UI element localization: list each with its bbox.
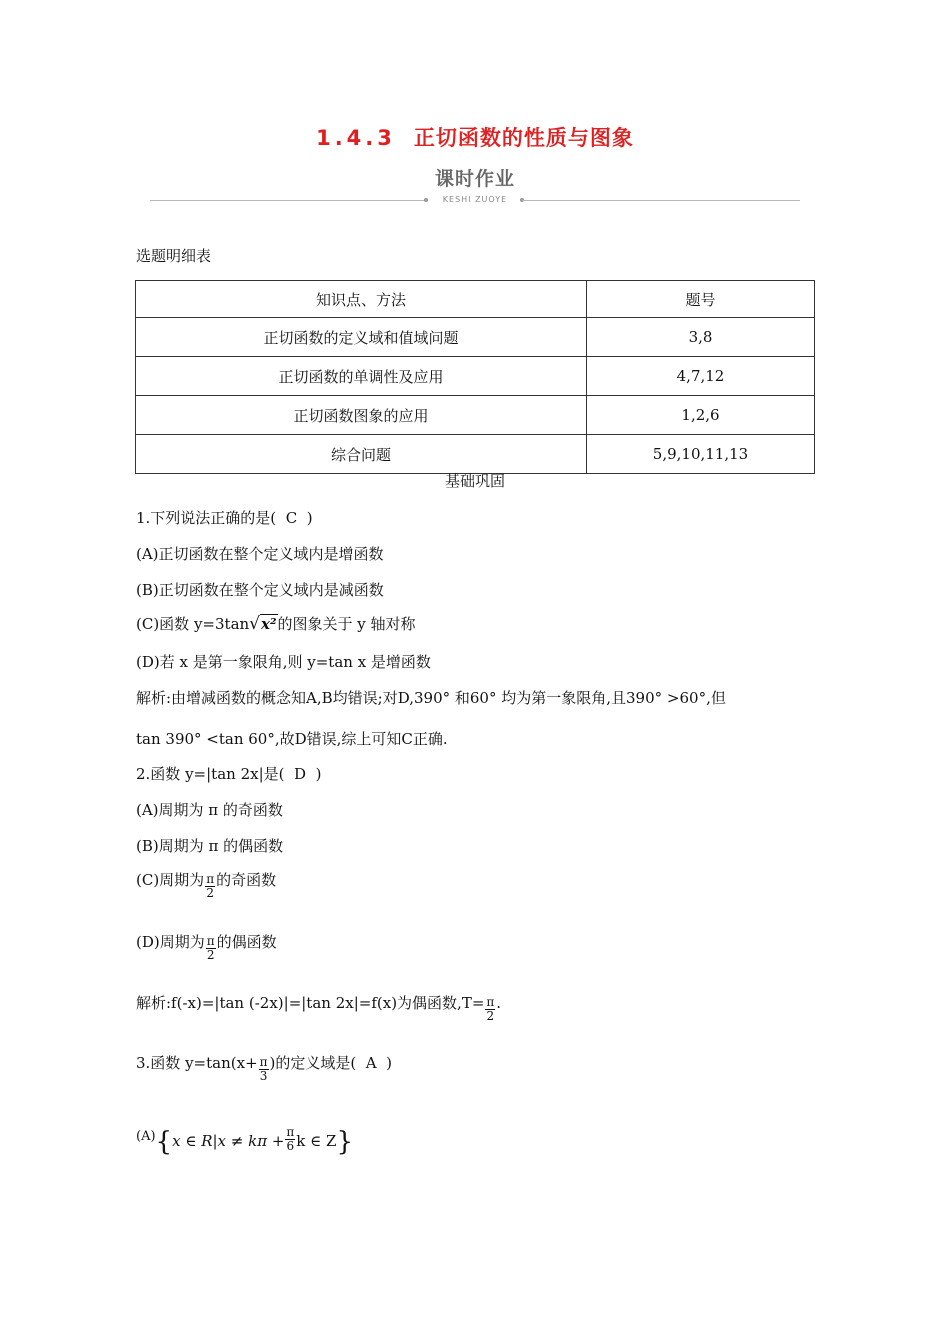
q2-option-d-suffix: 的偶函数 bbox=[216, 933, 277, 951]
q3-set-condition: x ∈ R|x ≠ kπ + bbox=[172, 1132, 285, 1150]
section-heading: 基础巩固 bbox=[444, 472, 505, 490]
table-cell: 综合问题 bbox=[136, 435, 587, 474]
q1-analysis-line1: 解析:由增减函数的概念知A,B均错误;对D,390° 和60° 均为第一象限角,且390° >60°,但 bbox=[136, 689, 726, 707]
table-cell: 3,8 bbox=[587, 318, 815, 357]
fraction-pi-over-3 bbox=[259, 1056, 269, 1083]
table-caption: 选题明细表 bbox=[136, 247, 212, 265]
fraction-numerator: π bbox=[206, 934, 215, 948]
fraction-denominator: 2 bbox=[206, 886, 214, 900]
q2-option-d-prefix: (D)周期为 bbox=[136, 933, 205, 951]
fraction-numerator: π bbox=[206, 872, 215, 886]
q2-option-a: (A)周期为 π 的奇函数 bbox=[136, 801, 283, 819]
fraction-numerator: π bbox=[486, 995, 495, 1009]
fraction-pi-over-2 bbox=[205, 873, 215, 900]
q2-stem: 2.函数 y=|tan 2x|是( D ) bbox=[136, 765, 322, 783]
q1-option-a: (A)正切函数在整个定义域内是增函数 bbox=[136, 545, 384, 563]
q3-set-domain: k ∈ Z bbox=[296, 1132, 337, 1150]
table-cell: 5,9,10,11,13 bbox=[587, 435, 815, 474]
table-row bbox=[136, 435, 815, 474]
q1-analysis-line2: tan 390° <tan 60°,故D错误,综上可知C正确. bbox=[136, 730, 448, 748]
q2-option-b: (B)周期为 π 的偶函数 bbox=[136, 837, 284, 855]
q2-option-c bbox=[136, 870, 276, 900]
table-row bbox=[136, 357, 815, 396]
q2-option-c-suffix: 的奇函数 bbox=[216, 871, 277, 889]
fraction-numerator: π bbox=[259, 1055, 268, 1069]
table-header-cell: 题号 bbox=[587, 281, 815, 318]
fraction-numerator: π bbox=[286, 1125, 295, 1139]
fraction-denominator: 3 bbox=[259, 1069, 268, 1083]
q1-option-c bbox=[136, 614, 416, 634]
fraction-denominator: 2 bbox=[486, 1009, 495, 1023]
q1-stem: 1.下列说法正确的是( C ) bbox=[136, 509, 313, 527]
banner-title: 课时作业 bbox=[434, 168, 515, 190]
q1-option-c-suffix: 的图象关于 y 轴对称 bbox=[277, 615, 416, 633]
fraction-pi-over-6 bbox=[285, 1126, 295, 1153]
sqrt-icon: √ bbox=[249, 614, 261, 634]
table-header-cell: 知识点、方法 bbox=[136, 281, 587, 318]
section-title bbox=[0, 122, 950, 152]
set-brace-close: } bbox=[336, 1127, 353, 1157]
table-cell: 4,7,12 bbox=[587, 357, 815, 396]
q1-option-d: (D)若 x 是第一象限角,则 y=tan x 是增函数 bbox=[136, 653, 431, 671]
q1-radicand: x² bbox=[261, 615, 277, 633]
q3-option-a-label: (A) bbox=[136, 1129, 156, 1144]
fraction-pi-over-2 bbox=[485, 996, 495, 1023]
q1-option-c-prefix: (C)函数 y=3tan bbox=[136, 615, 250, 633]
q3-stem-prefix: 3.函数 y=tan(x+ bbox=[136, 1054, 258, 1072]
fraction-denominator: 2 bbox=[206, 948, 215, 962]
q1-option-b: (B)正切函数在整个定义域内是减函数 bbox=[136, 581, 384, 599]
q2-option-d bbox=[136, 932, 277, 962]
q2-option-c-prefix: (C)周期为 bbox=[136, 871, 205, 889]
table-cell: 正切函数的定义域和值域问题 bbox=[136, 318, 587, 357]
table-cell: 1,2,6 bbox=[587, 396, 815, 435]
q3-stem-suffix: )的定义域是( A ) bbox=[269, 1054, 392, 1072]
fraction-pi-over-2 bbox=[206, 935, 216, 962]
detail-table bbox=[135, 280, 815, 474]
q2-analysis-end: . bbox=[496, 994, 502, 1012]
table-row bbox=[136, 396, 815, 435]
q3-stem bbox=[136, 1053, 392, 1083]
table-row bbox=[136, 318, 815, 357]
banner-subtitle: KESHI ZUOYE bbox=[442, 195, 508, 204]
table-cell: 正切函数的单调性及应用 bbox=[136, 357, 587, 396]
q3-option-a bbox=[136, 1120, 353, 1159]
section-number: 1.4.3 bbox=[316, 126, 396, 150]
table-header-row bbox=[136, 281, 815, 318]
q2-analysis-text: 解析:f(-x)=|tan (-2x)|=|tan 2x|=f(x)为偶函数,T= bbox=[136, 994, 485, 1012]
table-cell: 正切函数图象的应用 bbox=[136, 396, 587, 435]
section-title-text: 正切函数的性质与图象 bbox=[413, 126, 634, 150]
set-brace-open: { bbox=[155, 1127, 173, 1157]
fraction-denominator: 6 bbox=[286, 1139, 295, 1153]
q2-analysis bbox=[136, 993, 501, 1023]
banner-divider-right bbox=[522, 200, 800, 201]
